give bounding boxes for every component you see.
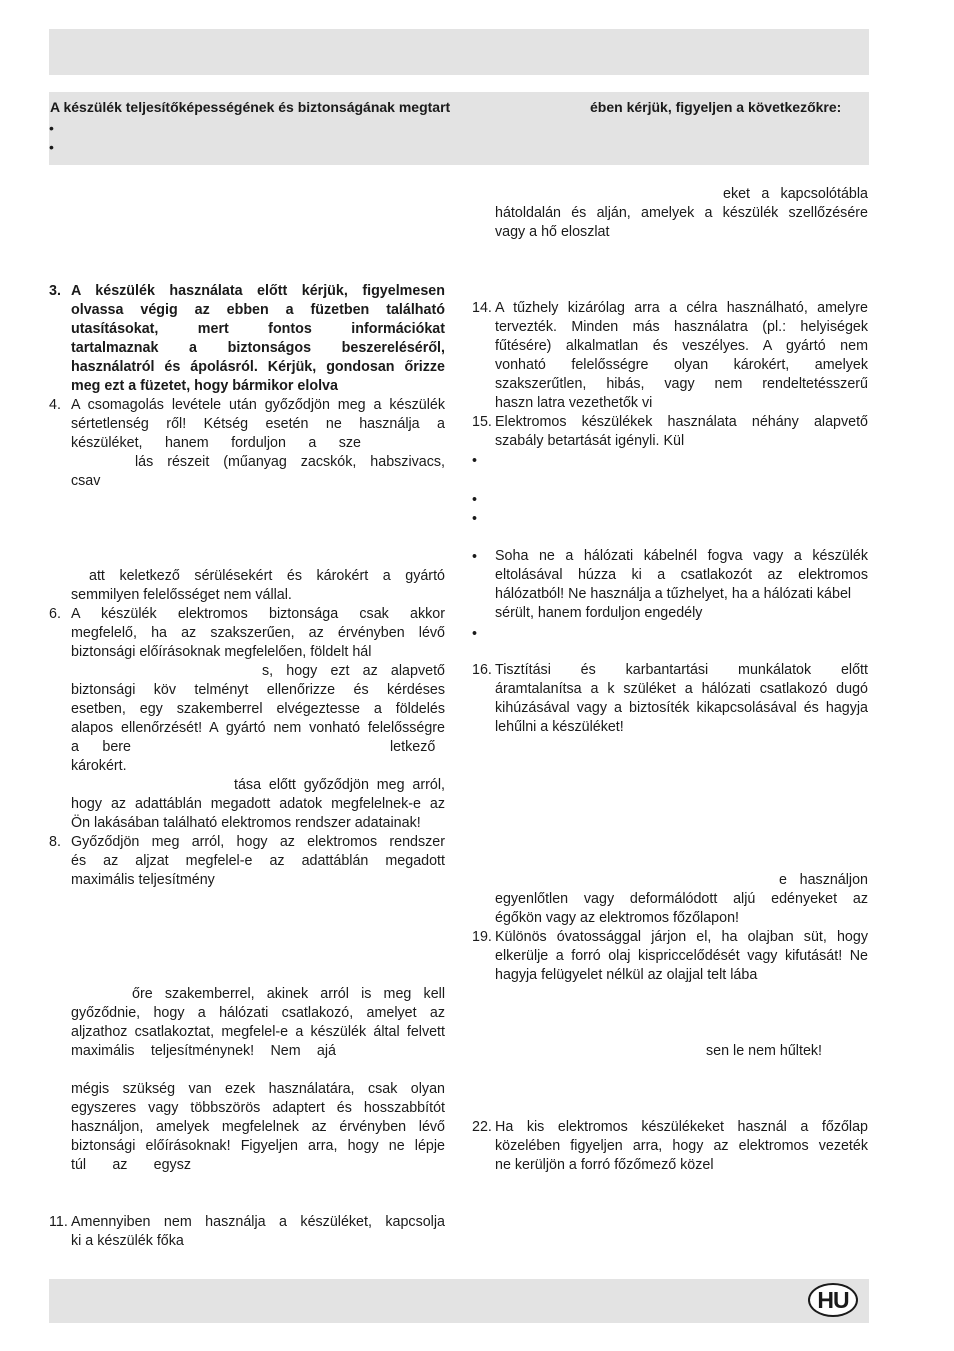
left-text-line: letkező bbox=[390, 739, 436, 755]
left-text-line: tartalmaznak a biztonságos beszereléséről, bbox=[71, 340, 445, 356]
left-text-line: A készülék elektromos biztonsága csak akkor bbox=[71, 606, 445, 622]
left-text-line: hogy az adattáblán megadott adatok megfelelnek-e az bbox=[71, 796, 445, 812]
right-text-line: szabály betartását igényli. Kül bbox=[495, 433, 685, 449]
right-text-line: e használjon bbox=[779, 872, 868, 888]
left-text-line: csav bbox=[71, 473, 101, 489]
right-text-line: ne kerüljön a forró főzőmező közel bbox=[495, 1157, 714, 1173]
left-text-line: maximális teljesítmény bbox=[71, 872, 215, 888]
right-text-line: eket a kapcsolótábla bbox=[723, 186, 868, 202]
left-item-number: 6. bbox=[49, 606, 61, 622]
left-item-number: 3. bbox=[49, 283, 61, 299]
right-text-line: hagyja felügyelet nélkül az olajjal telt lába bbox=[495, 967, 758, 983]
left-text-line: használatról és ápolásról. Kérjük, gondosan őrizze bbox=[71, 359, 445, 375]
right-text-line: hálózatból! Ne használja a tűzhelyet, ha a hálózati kábel bbox=[495, 586, 852, 602]
right-text-line: Ha kis elektromos készülékeket használ a főzőlap bbox=[495, 1119, 868, 1135]
left-text-line: A készülék használata előtt kérjük, figyelmesen bbox=[71, 283, 445, 299]
right-text-line: Tisztítási és karbantartási munkálatok előtt bbox=[495, 662, 868, 678]
left-text-line: ki a készülék főka bbox=[71, 1233, 184, 1249]
left-text-line: maximális teljesítménynek! Nem ajá bbox=[71, 1043, 336, 1059]
left-text-line: Amennyiben nem használja a készüléket, kapcsolja bbox=[71, 1214, 445, 1230]
right-text-line: elkerülje a forró olaj kispriccelődését vagy kifutását! Ne bbox=[495, 948, 868, 964]
right-text-line: hátoldalán és alján, amelyek a készülék szellőzésére bbox=[495, 205, 868, 221]
right-text-line: haszn latra vezethetők vi bbox=[495, 395, 653, 411]
left-item-number: 8. bbox=[49, 834, 61, 850]
footer-band bbox=[49, 1279, 869, 1323]
left-item-number: 11. bbox=[49, 1214, 68, 1230]
left-text-line: a bere bbox=[71, 739, 131, 755]
left-text-line: alapos ellenőrzését! A gyártó nem vonható felelősségre bbox=[71, 720, 445, 736]
right-text-line: sérült, hanem forduljon engedély bbox=[495, 605, 703, 621]
intro-bullet: • bbox=[49, 139, 54, 155]
left-text-line: A csomagolás levétele után győződjön meg a készülék bbox=[71, 397, 445, 413]
right-bullet: • bbox=[472, 492, 478, 508]
left-text-line: egyszeres vagy többszörös adaptert és hosszabbítót bbox=[71, 1100, 445, 1116]
right-text-line: kihúzásával vagy a biztosíték kikapcsolásával és hagyja bbox=[495, 700, 868, 716]
left-text-line: meg ezt a füzetet, hogy bármikor elolva bbox=[71, 378, 338, 394]
left-text-line: mégis szükség van ezek használatára, csak olyan bbox=[71, 1081, 445, 1097]
left-text-line: túl az egysz bbox=[71, 1157, 191, 1173]
right-bullet: • bbox=[472, 453, 478, 469]
left-text-line: használjon, amelyek megfelelnek az érvényben lévő bbox=[71, 1119, 445, 1135]
left-text-line: Ön lakásában található elektromos rendszer adatainak! bbox=[71, 815, 421, 831]
left-text-line: s, hogy ezt az alapvető bbox=[262, 663, 445, 679]
right-text-line: lehűlni a készüléket! bbox=[495, 719, 624, 735]
right-text-line: szakszerűtlen, hibás, vagy nem rendeltetésszerű bbox=[495, 376, 868, 392]
left-text-line: megfelelő, ha az szakszerűen, az érvényben lévő bbox=[71, 625, 445, 641]
left-text-line: semmilyen felelősséget nem vállal. bbox=[71, 587, 292, 603]
right-text-line: A tűzhely kizárólag arra a célra használható, amelyre bbox=[495, 300, 868, 316]
left-text-line: utasításokat, mert fontos információkat bbox=[71, 321, 445, 337]
left-text-line: készüléket, hanem forduljon a sze bbox=[71, 435, 361, 451]
right-item-number: 19. bbox=[472, 929, 492, 945]
left-text-line: aljzathoz csatlakoztat, megfelel-e a készülék által felvett bbox=[71, 1024, 445, 1040]
left-text-line: őre szakemberrel, akinek arról is meg kell bbox=[132, 986, 445, 1002]
right-text-line: tervezték. Minden más használatra (pl.: helyiségek bbox=[495, 319, 868, 335]
left-text-line: győződnie, hogy a hálózati csatlakozó, amelyet az bbox=[71, 1005, 445, 1021]
right-text-line: vagy a hő eloszlat bbox=[495, 224, 610, 240]
header-band bbox=[49, 29, 869, 75]
right-item-number: 22. bbox=[472, 1119, 492, 1135]
intro-bullet: • bbox=[49, 120, 54, 136]
left-text-line: tása előtt győződjön meg arról, bbox=[234, 777, 445, 793]
right-bullet: • bbox=[472, 626, 478, 642]
right-text-line: Különös óvatossággal járjon el, ha olajban süt, hogy bbox=[495, 929, 868, 945]
right-item-number: 16. bbox=[472, 662, 492, 678]
right-text-line: egyenlőtlen vagy deformálódott aljú edényeket az bbox=[495, 891, 868, 907]
left-text-line: biztonsági előírásoknak! Figyeljen arra, hogy ne lépje bbox=[71, 1138, 445, 1154]
intro-text-left: A készülék teljesítőképességének és biztonságának megtart bbox=[50, 99, 451, 115]
left-text-line: att keletkező sérülésekért és károkért a gyártó bbox=[89, 568, 445, 584]
left-item-number: 4. bbox=[49, 397, 61, 413]
right-text-line: sen le nem hűltek! bbox=[706, 1043, 823, 1059]
left-text-line: és az aljzat megfelel-e az adattáblán megadott bbox=[71, 853, 445, 869]
right-text-line: Soha ne a hálózati kábelnél fogva vagy a készülék bbox=[495, 548, 868, 564]
right-text-line: vonható felelősségre olyan károkért, amelyek bbox=[495, 357, 868, 373]
right-text-line: áramtalanítsa a k szüléket a hálózati csatlakozó dugó bbox=[495, 681, 868, 697]
right-text-line: eltolásával húzza ki a csatlakozót az elektromos bbox=[495, 567, 868, 583]
intro-text-right: ében kérjük, figyeljen a következőkre: bbox=[590, 99, 842, 115]
right-item-number: 14. bbox=[472, 300, 492, 316]
right-bullet: • bbox=[472, 511, 478, 527]
left-text-line: sértetlenség ről! Kétség esetén ne használja a bbox=[71, 416, 445, 432]
left-text-line: olvassa végig az ebben a füzetben található bbox=[71, 302, 445, 318]
left-text-line: biztonsági köv telményt ellenőrizze és kérdéses bbox=[71, 682, 445, 698]
right-bullet: • bbox=[472, 549, 478, 565]
right-text-line: Elektromos készülékek használata néhány alapvető bbox=[495, 414, 868, 430]
language-badge: HU bbox=[808, 1283, 858, 1317]
right-text-line: égőkön vagy az elektromos főzőlapon! bbox=[495, 910, 739, 926]
right-text-line: közelében figyeljen arra, hogy az elektromos vezeték bbox=[495, 1138, 868, 1154]
right-text-line: fűtésére) alkalmatlan és veszélyes. A gyártó nem bbox=[495, 338, 868, 354]
right-item-number: 15. bbox=[472, 414, 492, 430]
left-text-line: károkért. bbox=[71, 758, 127, 774]
left-text-line: esetben, egy szakemberrel elvégeztesse a földelés bbox=[71, 701, 445, 717]
left-text-line: lás részeit (műanyag zacskók, habszivacs, bbox=[135, 454, 445, 470]
left-text-line: biztonsági előírásoknak megfelelően, földelt hál bbox=[71, 644, 372, 660]
left-text-line: Győződjön meg arról, hogy az elektromos rendszer bbox=[71, 834, 445, 850]
